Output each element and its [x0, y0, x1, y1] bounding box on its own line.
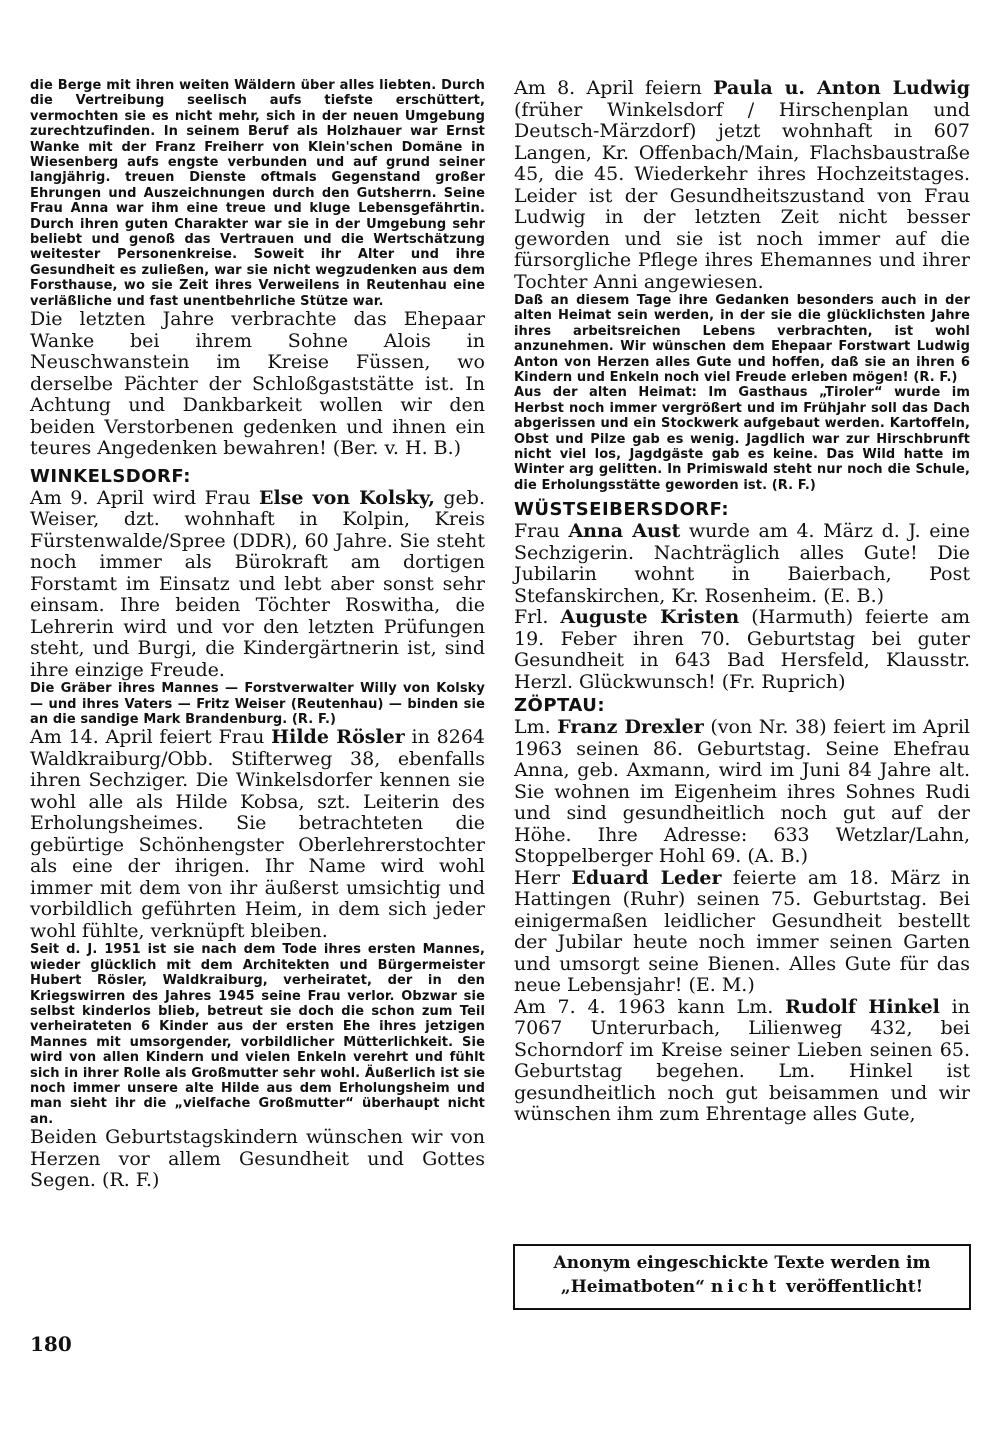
section-heading-zoeptau: ZÖPTAU: [514, 695, 606, 717]
paragraph-old-homeland: Aus der alten Heimat: Im Gasthaus „Tiroler“ wurde im Herbst noch immer vergrößert und im Frühjahr soll das Dach abgerissen und ein Stockwerk aufgebaut werden. Kartoffeln, Obst und Pilze gab es wenig. Jagdlich war zur Hirschbrunft nicht viel los, Jagdgäste gab es keine. Das Wild hatte im Winter arg gelitten. In Primiswald steht nur noch die Schule, die Erholungsstätte geworden ist. (R. F.) [514, 385, 970, 493]
paragraph-ludwig-wishes: Daß an diesem Tage ihre Gedanken besonders auch in der alten Heimat sein werden, in der sie die glücklichsten Jahre ihres arbeitsreichen Lebens verbrachten, ist wohl anzunehmen. Wir wünschen dem Ehepaar Forstwart Ludwig Anton von Herzen alles Gute und hoffen, daß sie an ihren 6 Kindern und Enkeln noch viel Freude erleben mögen! (R. F.) [514, 293, 970, 386]
paragraph-aust: Frau Anna Aust wurde am 4. März d. J. eine Sechzigerin. Nachträglich alles Gute! Die Jubilarin wohnt in Baierbach, Post Stefanskirchen, Kr. Rosenheim. (E. B.) [514, 520, 971, 607]
notice-line-1: Anonym eingeschickte Texte werden im [553, 1253, 931, 1273]
page-number: 180 [30, 1332, 72, 1356]
paragraph-birthday-wishes: Beiden Geburtstagskindern wünschen wir von Herzen vor allem Gesundheit und Gottes Segen. (R. F.) [30, 1126, 485, 1192]
label-old-homeland: Aus der alten Heimat: [514, 385, 697, 401]
name-ludwig: Paula u. Anton Ludwig [713, 77, 971, 99]
notice-line-2: „Heimatboten“ nicht veröffentlicht! [560, 1277, 924, 1297]
paragraph-kristen: Frl. Auguste Kristen (Harmuth) feierte am 19. Feber ihren 70. Geburtstag bei guter Gesundheit in 643 Bad Hersfeld, Klausstr. Herzl. Glückwunsch! (Fr. Ruprich) [514, 606, 971, 693]
name-hinkel: Rudolf Hinkel [785, 995, 940, 1018]
name-aust: Anna Aust [568, 520, 681, 543]
section-heading-winkelsdorf: WINKELSDORF: [30, 465, 191, 487]
paragraph-roesler-family: Seit d. J. 1951 ist sie nach dem Tode ihres ersten Mannes, wieder glücklich mit dem Architekten und Bürgermeister Hubert Rösler, Waldkraiburg, verheiratet, der in den Kriegswirren des Jahres 1945 seine Frau verlor. Obzwar sie selbst kinderlos blieb, betreut sie doch die schon zum Teil verheirateten 6 Kinder aus der ersten Ehe ihres jetzigen Mannes mit umsorgender, vorbildlicher Mütterlichkeit. Sie wird von allen Kindern und vielen Enkeln verehrt und fühlt sich in ihrer Rolle als Großmutter sehr wohl. Äußerlich ist sie noch immer unsere alte Hilde aus dem Erholungsheim und man sieht ihr die „vielfache Großmutter“ überhaupt nicht an. [30, 942, 485, 1127]
paragraph-hinkel: Am 7. 4. 1963 kann Lm. Rudolf Hinkel in 7067 Unterurbach, Lilienweg 432, bei Schorndorf im Kreise seiner Lieben seinen 65. Geburtstag begehen. Lm. Hinkel ist gesundheitlich noch gut beisammen und wir wünschen ihm zum Ehrentage alles Gute, [514, 995, 970, 1126]
paragraph-leder: Herr Eduard Leder feierte am 18. März in Hattingen (Ruhr) seinen 75. Geburtstag. Bei einigermaßen leidlicher Gesundheit bestellt der Jubilar heute noch immer seinen Garten und umsorgt seine Bienen. Alles Gute für das neue Lebensjahr! (E. M.) [514, 866, 970, 997]
paragraph-kolsky-graves: Die Gräber ihres Mannes — Forstverwalter Willy von Kolsky — und ihres Vaters — Fritz Weiser (Reutenhau) — binden sie an die sandige Mark Brandenburg. (R. F.) [30, 681, 485, 727]
paragraph-ludwig: Am 8. April feiern Paula u. Anton Ludwig (früher Winkelsdorf / Hirschenplan und Deutsch-Märzdorf) jetzt wohnhaft in 607 Langen, Kr. Offenbach/Main, Flachsbaustraße 45, die 45. Wiederkehr ihres Hochzeitstages. Leider ist der Gesundheitszustand von Frau Ludwig in der letzten Zeit nicht besser geworden und sie ist noch immer auf die fürsorgliche Pflege ihres Ehemannes und ihrer Tochter Anni angewiesen. [514, 77, 971, 293]
name-leder: Eduard Leder [571, 866, 722, 889]
name-roesler: Hilde Rösler [271, 726, 405, 749]
name-kolsky: Else von Kolsky, [258, 486, 435, 509]
name-drexler: Franz Drexler [557, 716, 704, 739]
section-heading-wuestseibersdorf: WÜSTSEIBERSDORF: [514, 499, 730, 521]
right-column [514, 78, 970, 1126]
paragraph-drexler: Lm. Franz Drexler (von Nr. 38) feiert im April 1963 seinen 86. Geburtstag. Seine Ehefrau Anna, geb. Axmann, wird im Juni 84 Jahre alt. Sie wohnen im Eigenheim ihres Sohnes Rudi und sind gesundheitlich noch gut auf der Höhe. Ihre Adresse: 633 Wetzlar/Lahn, Stoppelberger Hohl 69. (A. B.) [514, 716, 970, 868]
notice-box [513, 1244, 971, 1310]
left-column [30, 78, 485, 1192]
paragraph-wanke-final-years: Die letzten Jahre verbrachte das Ehepaar Wanke bei ihrem Sohne Alois in Neuschwanstein im Kreise Füssen, wo derselbe Pächter der Schloßgaststätte ist. In Achtung und Dankbarkeit wollen wir den beiden Verstorbenen gedenken und ihnen ein teures Angedenken bewahren! (Ber. v. H. B.) [30, 308, 485, 460]
notice-spaced-word: nicht [710, 1277, 781, 1297]
paragraph-wanke-tribute: die Berge mit ihren weiten Wäldern über alles liebten. Durch die Vertreibung seelisch aufs tiefste erschüttert, vermochten sie es nicht mehr, sich in der neuen Umgebung zurechtzufinden. In seinem Beruf als Holzhauer war Ernst Wanke mit der Franz Freiherr von Klein'schen Domäne in Wiesenberg aufs engste verbunden und auf grund seiner langjährig. treuen Dienste oftmals Gegenstand großer Ehrungen und Auszeichnungen durch den Gutsherrn. Seine Frau Anna war ihm eine treue und kluge Lebensgefährtin. Durch ihren guten Charakter war sie in der Umgebung sehr beliebt und genoß das Vertrauen und die Wertschätzung weitester Personenkreise. Soweit ihr Alter und ihre Gesundheit es zuließen, war sie nicht wegzudenken aus dem Forsthause, wo sie Zeit ihres Verweilens in Reutenhau eine verläßliche und fast unentbehrliche Stütze war. [30, 78, 485, 309]
name-kristen: Auguste Kristen [560, 606, 740, 629]
paragraph-roesler: Am 14. April feiert Frau Hilde Rösler in 8264 Waldkraiburg/Obb. Stifterweg 38, ebenfalls ihren Sechziger. Die Winkelsdorfer kennen sie wohl alle als Hilde Kobsa, szt. Leiterin des Erholungsheimes. Sie betrachteten die gebürtige Schönhengster Oberlehrerstochter als eine der ihrigen. Ihr Name wird wohl immer mit dem von ihr äußerst umsichtig und vorbildlich geführten Heim, in dem sich jeder wohl fühlte, verknüpft bleiben. [30, 726, 486, 942]
paragraph-kolsky: Am 9. April wird Frau Else von Kolsky, geb. Weiser, dzt. wohnhaft in Kolpin, Kreis Fürstenwalde/Spree (DDR), 60 Jahre. Sie steht noch immer als Bürokraft am dortigen Forstamt im Einsatz und lebt aber sonst sehr einsam. Ihre beiden Töchter Roswitha, die Lehrerin wird und vor den letzten Prüfungen steht, und Burgi, die Kindergärtnerin ist, sind ihre einzige Freude. [30, 486, 485, 681]
